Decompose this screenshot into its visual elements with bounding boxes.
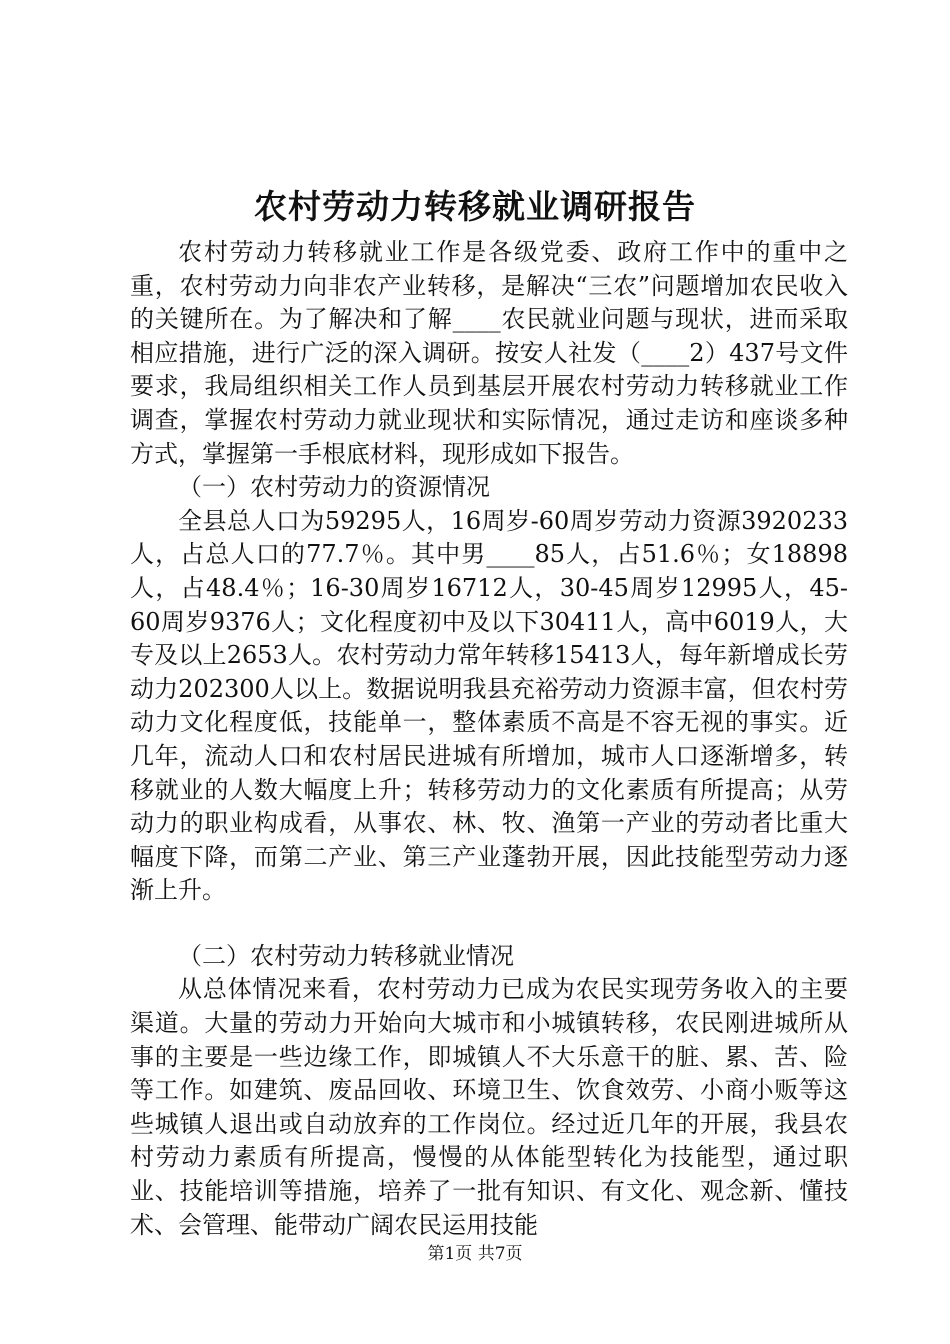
paragraph-gap: [130, 908, 848, 940]
document-body: [130, 236, 848, 1242]
document-title: 农村劳动力转移就业调研报告: [254, 187, 696, 226]
transfer-paragraph: 从总体情况来看，农村劳动力已成为农民实现劳务收入的主要渠道。大量的劳动力开始向大城市和小城镇转移，农民刚进城所从事的主要是一些边缘工作，即城镇人不大乐意干的脏、累、苦、险等工作。如建筑、废品回收、环境卫生、饮食效劳、小商小贩等这些城镇人退出或自动放弃的工作岗位。经过近几年的开展，我县农村劳动力素质有所提高，慢慢的从体能型转化为技能型，通过职业、技能培训等措施，培养了一批有知识、有文化、观念新、懂技术、会管理、能带动广阔农民运用技能: [130, 975, 848, 1239]
page-footer: 第1页 共7页: [427, 1244, 523, 1264]
section-heading-transfer: （二）农村劳动力转移就业情况: [178, 941, 514, 970]
resources-paragraph: 全县总人口为59295人，16周岁-60周岁劳动力资源3920233人，占总人口的77.7％。其中男____85人，占51.6％；女18898人，占48.4％；16-30周岁16712人，30-45周岁12995人，45-60周岁9376人；文化程度初中及以下30411人，高中6019人，大专及以上2653人。农村劳动力常年转移15413人，每年新增成长劳动力202300人以上。数据说明我县充裕劳动力资源丰富，但农村劳动力文化程度低，技能单一，整体素质不高是不容无视的事实。近几年，流动人口和农村居民进城有所增加，城市人口逐渐增多，转移就业的人数大幅度上升；转移劳动力的文化素质有所提高；从劳动力的职业构成看，从事农、林、牧、渔第一产业的劳动者比重大幅度下降，而第二产业、第三产业蓬勃开展，因此技能型劳动力逐渐上升。: [130, 506, 848, 905]
intro-paragraph: 农村劳动力转移就业工作是各级党委、政府工作中的重中之重，农村劳动力向非农产业转移，是解决“三农”问题增加农民收入的关键所在。为了解决和了解____农民就业问题与现状，进而采取相应措施，进行广泛的深入调研。按安人社发（____2）437号文件要求，我局组织相关工作人员到基层开展农村劳动力转移就业工作调查，掌握农村劳动力就业现状和实际情况，通过走访和座谈多种方式，掌握第一手根底材料，现形成如下报告。: [130, 238, 848, 468]
section-heading-resources: （一）农村劳动力的资源情况: [178, 473, 490, 502]
